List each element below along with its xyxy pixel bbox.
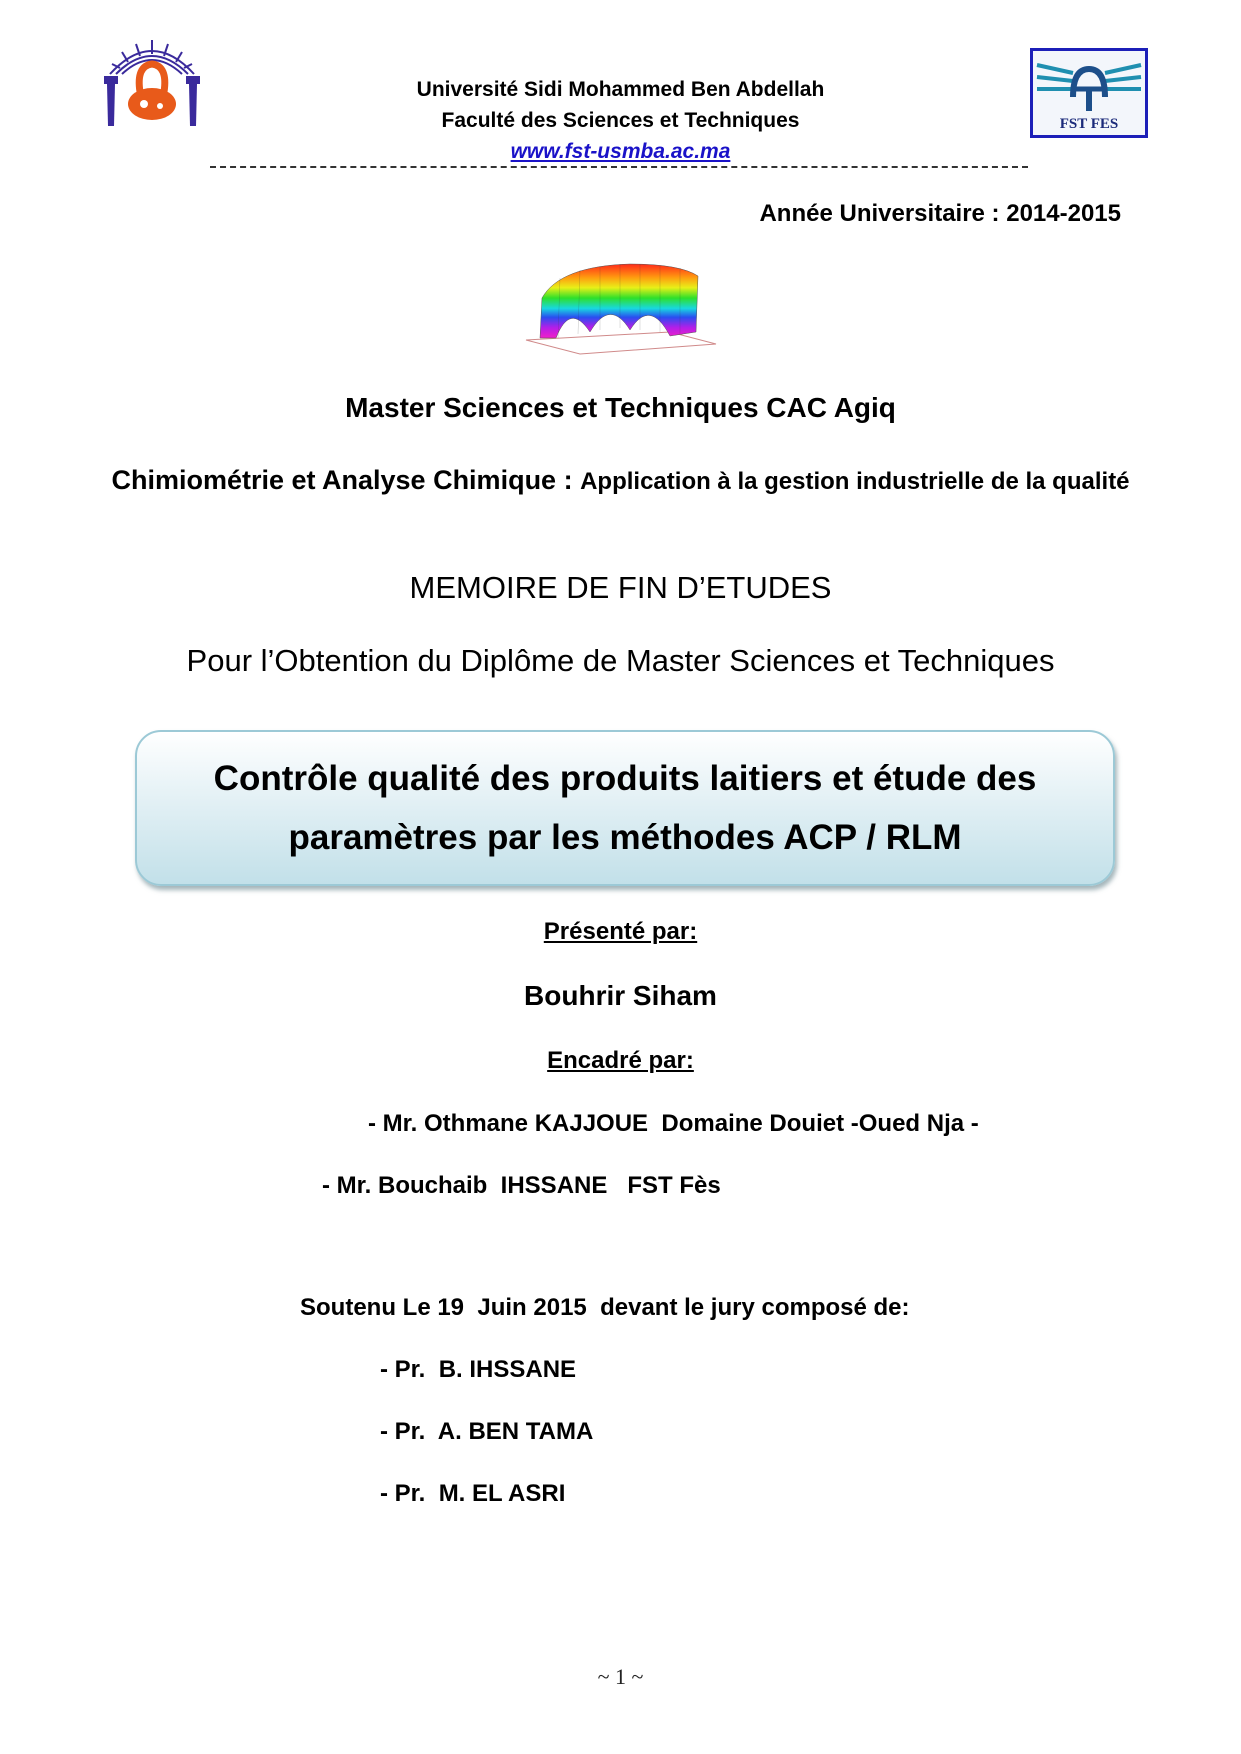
surface-plot-image	[520, 258, 730, 358]
thesis-title	[214, 749, 1037, 867]
defense-statement: Soutenu Le 19 Juin 2015 devant le jury composé de:	[300, 1294, 910, 1321]
fst-fes-logo	[1030, 48, 1148, 138]
website-link[interactable]: www.fst-usmba.ac.ma	[510, 140, 731, 163]
jury-member: - Pr. M. EL ASRI	[380, 1480, 566, 1507]
jury-member: - Pr. A. BEN TAMA	[380, 1418, 594, 1445]
header-divider	[210, 166, 1028, 168]
specialty-name: Chimiométrie et Analyse Chimique :	[111, 465, 573, 495]
university-name: Université Sidi Mohammed Ben Abdellah	[416, 78, 825, 101]
diploma-purpose: Pour l’Obtention du Diplôme de Master Sciences et Techniques	[186, 643, 1055, 678]
academic-year: Année Universitaire : 2014-2015	[759, 200, 1121, 227]
supervisor-item: - Mr. Bouchaib IHSSANE FST Fès	[322, 1172, 721, 1199]
presented-by-label	[0, 918, 1241, 946]
program-specialty	[100, 458, 1141, 504]
supervised-by-text: Encadré par:	[547, 1047, 694, 1074]
svg-text:FST FES: FST FES	[1059, 116, 1119, 132]
supervisor-item: - Mr. Othmane KAJJOUE Domaine Douiet -Oued Nja -	[368, 1110, 979, 1137]
supervised-by-label	[0, 1047, 1241, 1075]
jury-member: - Pr. B. IHSSANE	[380, 1356, 577, 1383]
page-number: ~ 1 ~	[597, 1664, 644, 1689]
response-surface-icon	[520, 258, 730, 358]
thesis-title-box	[135, 730, 1115, 886]
author-name: Bouhrir Siham	[524, 980, 717, 1011]
memoire-heading: MEMOIRE DE FIN D’ETUDES	[409, 570, 832, 605]
master-program-title: Master Sciences et Techniques CAC Agiq	[345, 392, 896, 423]
thesis-title-line-2: paramètres par les méthodes ACP / RLM	[288, 818, 962, 857]
fst-emblem-icon	[1033, 51, 1145, 135]
faculty-name: Faculté des Sciences et Techniques	[441, 109, 800, 132]
thesis-title-line-1: Contrôle qualité des produits laitiers et étude des	[213, 759, 1037, 798]
presented-by-text: Présenté par:	[543, 918, 698, 945]
specialty-application: Application à la gestion industrielle de la qualité	[580, 468, 1130, 495]
